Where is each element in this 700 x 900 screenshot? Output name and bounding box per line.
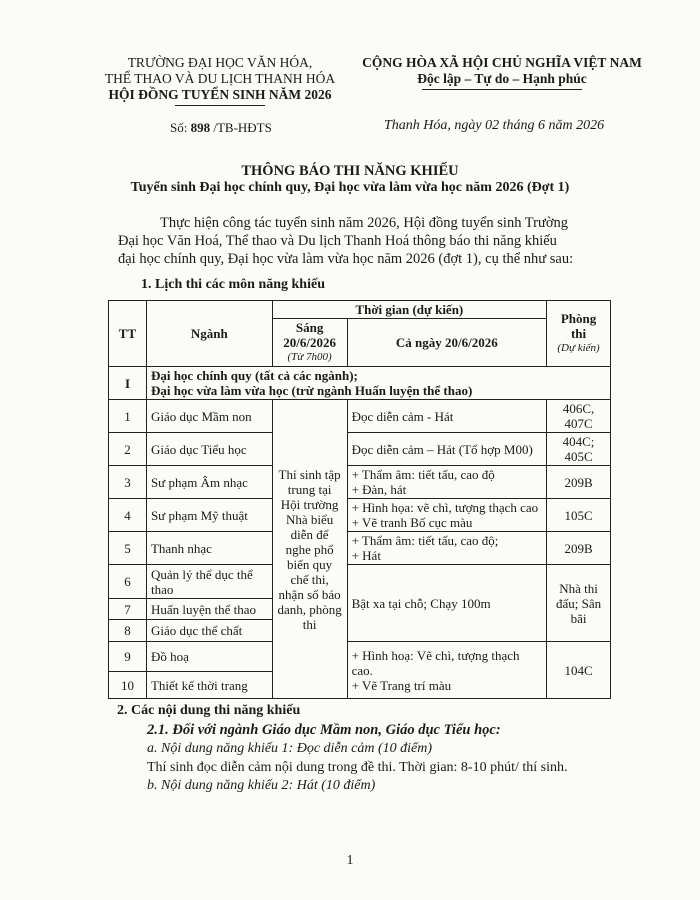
doc-number-label: Số: [170, 120, 188, 135]
section-1-heading: 1. Lịch thi các môn năng khiếu [141, 277, 325, 292]
intro-paragraph [118, 214, 578, 268]
motto-underline [422, 89, 582, 90]
issuer-line-3: HỘI ĐỒNG TUYỂN SINH NĂM 2026 [108, 87, 332, 102]
col-header-morning: Sáng 20/6/2026 (Từ 7h00) [272, 319, 347, 367]
document-number [170, 120, 272, 136]
intro-text: Thực hiện công tác tuyển sinh năm 2026, Hội đồng tuyển sinh Trường Đại học Văn Hoá, Thể thao và Du lịch Thanh Hoá thông báo thi năng khiếu đại học chính quy, Đại học vừa làm vừa học năm 2026 (đợt 1), cụ thể như sau: [118, 215, 574, 267]
national-motto: Độc lập – Tự do – Hạnh phúc [417, 71, 587, 86]
section-2-1-heading: 2.1. Đối với ngành Giáo dục Mầm non, Giáo dục Tiểu học: [147, 722, 501, 738]
table-row: 6 Quản lý thể dục thể thao Bật xa tại chỗ; Chạy 100m Nhà thi đấu; Sân bãi [109, 565, 611, 599]
content-item-b: b. Nội dung năng khiếu 2: Hát (10 điểm) [147, 778, 376, 793]
col-header-time: Thời gian (dự kiến) [272, 301, 546, 319]
table-row: 2 Giáo dục Tiểu học Đọc diễn cảm – Hát (Tổ hợp M00) 404C; 405C [109, 433, 611, 466]
issuer-underline [175, 105, 265, 106]
table-row: 4 Sư phạm Mỹ thuật + Hình họa: vẽ chì, tượng thạch cao + Vẽ tranh Bố cục màu 105C [109, 499, 611, 532]
col-header-nganh: Ngành [146, 301, 272, 367]
table-row: 7 Huấn luyện thể thao [109, 599, 611, 620]
document-subtitle: Tuyển sinh Đại học chính quy, Đại học vừa làm vừa học năm 2026 (Đợt 1) [130, 180, 570, 195]
table-row: 9 Đồ hoạ + Hình hoạ: Vẽ chì, tượng thạch cao. + Vẽ Trang trí màu 104C [109, 642, 611, 672]
table-row: 8 Giáo dục thể chất [109, 620, 611, 642]
document-title: THÔNG BÁO THI NĂNG KHIẾU [241, 163, 459, 179]
page-number: 1 [346, 853, 354, 868]
date-line: Thanh Hóa, ngày 02 tháng 6 năm 2026 [384, 118, 605, 133]
table-row: 3 Sư phạm Âm nhạc + Thẩm âm: tiết tấu, cao độ + Đàn, hát 209B [109, 466, 611, 499]
table-row: 5 Thanh nhạc + Thẩm âm: tiết tấu, cao độ; + Hát 209B [109, 532, 611, 565]
table-group-row: I Đại học chính quy (tất cả các ngành); Đại học vừa làm vừa học (trừ ngành Huấn luyện thể thao) [109, 367, 611, 400]
table-row: 10 Thiết kế thời trang [109, 672, 611, 699]
issuer-block [90, 55, 350, 106]
content-item-a-detail: Thí sinh đọc diễn cảm nội dung trong đề thi. Thời gian: 8-10 phút/ thí sinh. [147, 760, 568, 775]
doc-number-suffix: /TB-HĐTS [213, 120, 272, 135]
issuer-line-1: TRƯỜNG ĐẠI HỌC VĂN HÓA, [127, 55, 313, 70]
col-header-tt: TT [109, 301, 147, 367]
exam-schedule-table [108, 300, 611, 699]
content-item-a: a. Nội dung năng khiếu 1: Đọc diễn cảm (10 điểm) [147, 741, 432, 756]
table-row: 1 Giáo dục Mầm non Thí sinh tập trung tại Hội trường Nhà biểu diễn để nghe phổ biến quy chế thi, nhận số báo danh, phòng thi Đọc diễn cảm - Hát 406C, 407C [109, 400, 611, 433]
national-title: CỘNG HÒA XÃ HỘI CHỦ NGHĨA VIỆT NAM [362, 55, 642, 70]
col-header-room: Phòng thi (Dự kiến) [547, 301, 611, 367]
section-2-heading: 2. Các nội dung thi năng khiếu [117, 703, 301, 718]
col-header-fullday: Cả ngày 20/6/2026 [347, 319, 546, 367]
national-header [352, 55, 652, 90]
morning-note-cell: Thí sinh tập trung tại Hội trường Nhà biểu diễn để nghe phổ biến quy chế thi, nhận số báo danh, phòng thi [272, 400, 347, 699]
doc-number-value: 898 [190, 120, 211, 135]
issuer-line-2: THỂ THAO VÀ DU LỊCH THANH HÓA [104, 71, 336, 86]
